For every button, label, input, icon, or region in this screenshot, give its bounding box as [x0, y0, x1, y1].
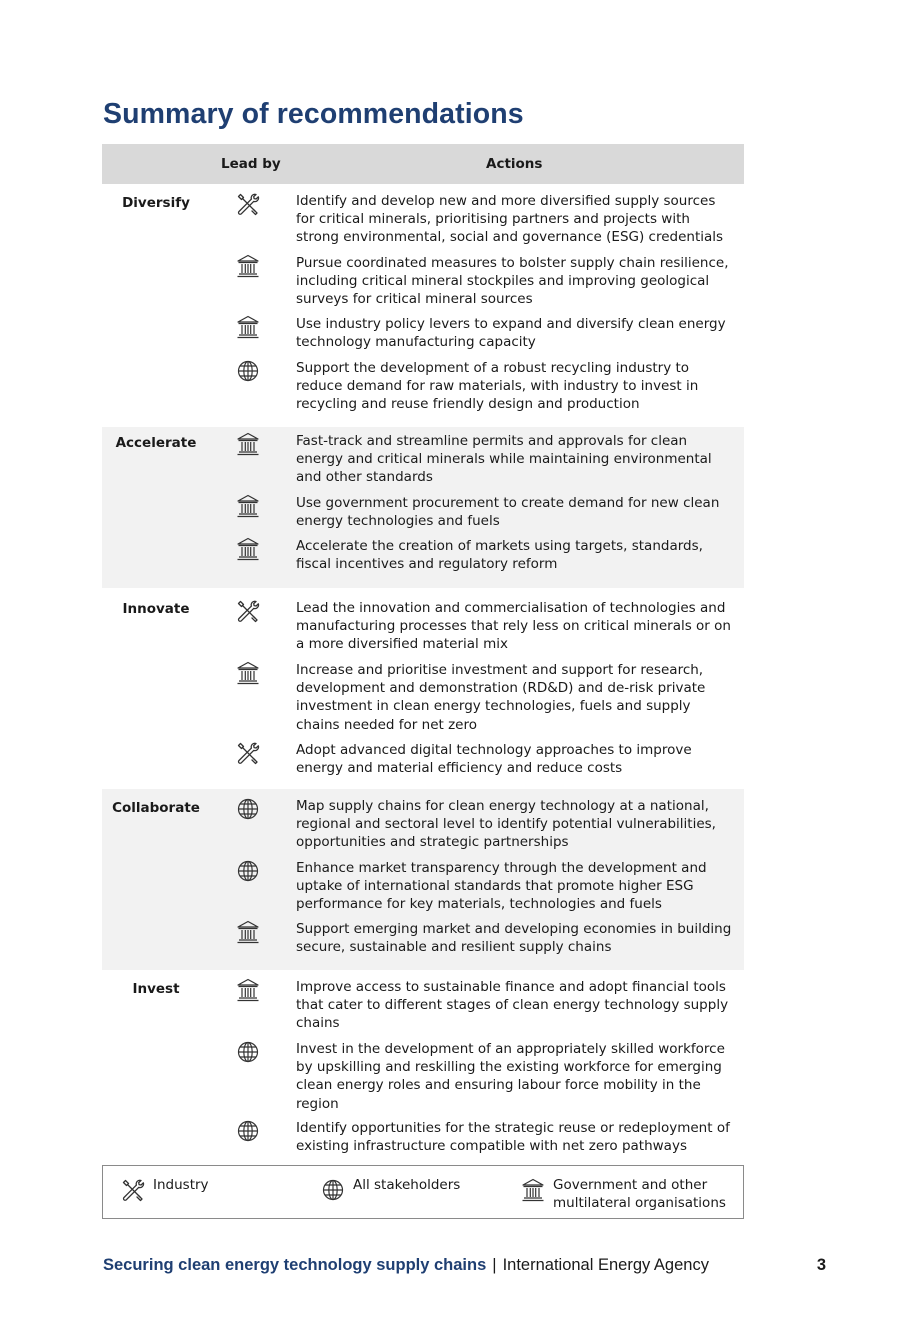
header-actions: Actions — [486, 156, 543, 172]
tools-icon — [234, 190, 262, 218]
recommendation-text: Enhance market transparency through the development and uptake of international standards that promote higher ESG performance for key materials, technologies and fuels — [296, 860, 707, 913]
group-label: Collaborate — [112, 800, 200, 816]
globe-icon — [319, 1173, 353, 1204]
recommendation-text: Fast-track and streamline permits and approvals for clean energy and critical minerals while maintaining environmental and other standards — [296, 433, 712, 486]
legend-industry-label: Industry — [153, 1177, 209, 1193]
recommendation-text: Identify and develop new and more diversified supply sources for critical minerals, prioritising partners and projects with strong environmental, social and governance (ESG) credentials — [296, 193, 724, 246]
legend-all-stakeholders — [319, 1173, 460, 1204]
group-accelerate — [102, 427, 744, 588]
group-label: Accelerate — [115, 435, 197, 451]
recommendation-text: Adopt advanced digital technology approaches to improve energy and material efficiency and reduce costs — [296, 742, 692, 777]
table-header — [102, 144, 744, 184]
page-footer — [103, 1256, 826, 1275]
page-title: Summary of recommendations — [103, 98, 524, 130]
globe-icon — [234, 857, 262, 885]
legend-government-label: Government and other multilateral organisations — [553, 1177, 726, 1211]
tools-icon — [119, 1173, 153, 1204]
tools-icon — [234, 739, 262, 767]
recommendation-text: Support the development of a robust recycling industry to reduce demand for raw materials, with industry to invest in recycling and reuse friendly design and production — [296, 360, 699, 413]
government-building-icon — [234, 535, 262, 563]
group-collaborate — [102, 789, 744, 970]
recommendation-text: Use industry policy levers to expand and diversify clean energy technology manufacturing capacity — [296, 316, 726, 351]
globe-icon — [234, 795, 262, 823]
legend — [102, 1165, 744, 1219]
recommendation-text: Improve access to sustainable finance and adopt financial tools that cater to different stages of clean energy technology supply chains — [296, 979, 729, 1032]
group-invest — [102, 970, 744, 1155]
tools-icon — [234, 597, 262, 625]
footer-separator: | — [492, 1256, 497, 1274]
group-diversify — [102, 184, 744, 427]
recommendation-text: Map supply chains for clean energy technology at a national, regional and sectoral level to identify potential vulnerabilities, opportunities and strategic partnerships — [296, 798, 716, 851]
table-body — [102, 184, 744, 1159]
government-building-icon — [234, 492, 262, 520]
page-number: 3 — [816, 1256, 826, 1274]
recommendation-text: Accelerate the creation of markets using targets, standards, fiscal incentives and regulatory reform — [296, 538, 703, 573]
recommendation-text: Pursue coordinated measures to bolster supply chain resilience, including critical mineral stockpiles and improving geological surveys for critical mineral sources — [296, 255, 729, 308]
government-building-icon — [234, 976, 262, 1004]
government-building-icon — [234, 252, 262, 280]
globe-icon — [234, 1117, 262, 1145]
legend-all-label: All stakeholders — [353, 1177, 461, 1193]
recommendation-text: Invest in the development of an appropriately skilled workforce by upskilling and reskilling the existing workforce for emerging clean energy roles and ensuring labour force mobility in the region — [296, 1041, 725, 1112]
recommendation-text: Identify opportunities for the strategic reuse or redeployment of existing infrastructure compatible with net zero pathways — [296, 1120, 730, 1155]
group-label: Invest — [132, 981, 180, 997]
footer-report-title: Securing clean energy technology supply chains — [103, 1256, 487, 1274]
government-building-icon — [234, 313, 262, 341]
government-building-icon — [234, 659, 262, 687]
recommendation-text: Support emerging market and developing economies in building secure, sustainable and resilient supply chains — [296, 921, 732, 956]
group-innovate — [102, 588, 744, 789]
government-building-icon — [234, 918, 262, 946]
group-label: Diversify — [122, 195, 190, 211]
legend-industry — [119, 1173, 209, 1204]
recommendation-text: Lead the innovation and commercialisation of technologies and manufacturing processes that rely less on critical minerals or on a more diversified material mix — [296, 600, 731, 653]
globe-icon — [234, 357, 262, 385]
footer-organisation: International Energy Agency — [502, 1256, 709, 1274]
header-lead-by: Lead by — [221, 156, 281, 172]
globe-icon — [234, 1038, 262, 1066]
legend-government — [519, 1173, 729, 1212]
recommendations-table — [102, 144, 744, 1159]
group-label: Innovate — [122, 601, 190, 617]
recommendation-text: Increase and prioritise investment and support for research, development and demonstration (RD&D) and de-risk private investment in clean energy technologies, fuels and supply chains needed for net zero — [296, 662, 706, 733]
recommendation-text: Use government procurement to create demand for new clean energy technologies and fuels — [296, 495, 720, 530]
government-building-icon — [519, 1173, 553, 1204]
government-building-icon — [234, 430, 262, 458]
